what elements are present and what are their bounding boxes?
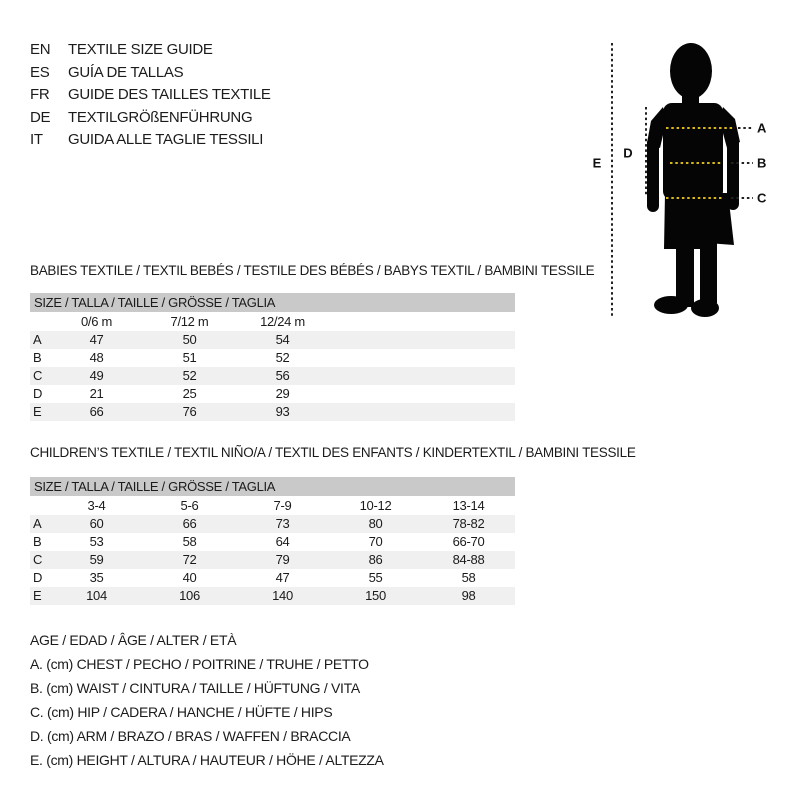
table-cell: 84-88	[452, 552, 485, 567]
language-row-it	[30, 129, 271, 152]
language-code: EN	[30, 41, 51, 58]
table-row-d	[30, 385, 515, 403]
figure-label-c: C	[757, 190, 767, 206]
children-size-bar: SIZE / TALLA / TAILLE / GRÖSSE / TAGLIA	[30, 477, 515, 496]
children-column-header: 3-4	[87, 498, 106, 513]
children-column-header: 5-6	[180, 498, 199, 513]
table-cell: 73	[275, 516, 290, 531]
table-cell: 106	[179, 588, 200, 603]
table-cell: 66-70	[452, 534, 485, 549]
table-cell: 72	[182, 552, 197, 567]
language-row-de	[30, 107, 271, 130]
babies-column-header-row	[30, 312, 515, 331]
table-cell: 25	[182, 386, 197, 401]
table-cell: 150	[365, 588, 386, 603]
legend-chest-line: A. (cm) CHEST / PECHO / POITRINE / TRUHE / PETTO	[30, 656, 369, 672]
guide-title-fr: GUIDE DES TAILLES TEXTILE	[68, 86, 271, 103]
figure-label-b: B	[757, 155, 767, 171]
table-cell: 52	[182, 368, 197, 383]
table-cell: 49	[89, 368, 104, 383]
silhouette-right-leg	[700, 241, 717, 303]
corner-cell	[30, 312, 50, 331]
table-row-c	[30, 367, 515, 385]
language-row-es	[30, 62, 271, 85]
language-code: IT	[30, 131, 43, 148]
table-cell: 21	[89, 386, 104, 401]
table-cell: 79	[275, 552, 290, 567]
measurement-legend	[30, 628, 384, 772]
legend-hip-line: C. (cm) HIP / CADERA / HANCHE / HÜFTE / HIPS	[30, 704, 333, 720]
babies-column-header: 0/6 m	[80, 314, 112, 329]
children-column-header-row	[30, 496, 515, 515]
language-code: FR	[30, 86, 50, 103]
row-label: D	[33, 386, 43, 401]
row-label: D	[33, 570, 43, 585]
language-code: ES	[30, 63, 50, 81]
child-silhouette	[647, 43, 740, 317]
table-cell: 35	[89, 570, 104, 585]
row-label: E	[33, 404, 42, 419]
silhouette-shorts	[664, 193, 734, 249]
guide-title-es: GUÍA DE TALLAS	[68, 63, 184, 81]
guide-title-de: TEXTILGRÖßENFÜHRUNG	[68, 108, 253, 126]
table-cell: 56	[275, 368, 290, 383]
table-cell: 47	[89, 332, 104, 347]
row-label: A	[33, 516, 42, 531]
table-cell: 140	[272, 588, 293, 603]
row-label: B	[33, 534, 42, 549]
language-row-fr	[30, 84, 271, 107]
table-cell: 66	[89, 404, 104, 419]
table-cell: 55	[368, 570, 383, 585]
row-label: B	[33, 350, 42, 365]
table-cell: 60	[89, 516, 104, 531]
table-row-d	[30, 569, 515, 587]
table-cell: 86	[368, 552, 383, 567]
table-cell: 47	[275, 570, 290, 585]
guide-title-en: TEXTILE SIZE GUIDE	[68, 41, 213, 58]
measurement-figure	[585, 25, 795, 325]
children-column-header: 10-12	[359, 498, 392, 513]
table-cell: 104	[86, 588, 107, 603]
row-label: C	[33, 552, 43, 567]
corner-cell	[30, 496, 50, 515]
children-section-heading: CHILDREN’S TEXTILE / TEXTIL NIÑO/A / TEXTIL DES ENFANTS / KINDERTEXTIL / BAMBINI TESSILE	[30, 445, 636, 460]
table-cell: 76	[182, 404, 197, 419]
legend-waist-line: B. (cm) WAIST / CINTURA / TAILLE / HÜFTUNG / VITA	[30, 680, 360, 696]
row-label: A	[33, 332, 42, 347]
table-cell: 70	[368, 534, 383, 549]
row-label: E	[33, 588, 42, 603]
legend-age-line: AGE / EDAD / ÂGE / ALTER / ETÀ	[30, 632, 237, 648]
table-cell: 93	[275, 404, 290, 419]
language-row-en	[30, 39, 271, 62]
silhouette-left-shoe	[654, 296, 688, 314]
table-cell: 64	[275, 534, 290, 549]
silhouette-left-arm	[647, 137, 659, 212]
table-cell: 50	[182, 332, 197, 347]
children-column-header: 13-14	[452, 498, 485, 513]
table-cell: 66	[182, 516, 197, 531]
silhouette-neck	[682, 85, 699, 105]
table-row-e	[30, 587, 515, 605]
table-cell: 58	[182, 534, 197, 549]
table-cell: 48	[89, 350, 104, 365]
table-cell: 40	[182, 570, 197, 585]
table-row-c	[30, 551, 515, 569]
row-label: C	[33, 368, 43, 383]
legend-arm-line: D. (cm) ARM / BRAZO / BRAS / WAFFEN / BRACCIA	[30, 728, 351, 744]
language-title-list	[30, 39, 271, 152]
table-row-e	[30, 403, 515, 421]
table-cell: 29	[275, 386, 290, 401]
children-size-table	[30, 477, 515, 605]
language-code: DE	[30, 108, 51, 126]
table-cell: 80	[368, 516, 383, 531]
silhouette-torso	[663, 103, 723, 200]
table-cell: 53	[89, 534, 104, 549]
silhouette-right-arm	[727, 137, 739, 210]
table-cell: 98	[461, 588, 476, 603]
table-cell: 51	[182, 350, 197, 365]
table-row-a	[30, 331, 515, 349]
babies-column-header: 12/24 m	[260, 314, 305, 329]
table-row-b	[30, 349, 515, 367]
table-cell: 59	[89, 552, 104, 567]
figure-label-a: A	[757, 120, 767, 136]
guide-title-it: GUIDA ALLE TAGLIE TESSILI	[68, 131, 264, 148]
silhouette-right-shoe	[691, 299, 719, 317]
babies-size-table	[30, 293, 515, 421]
babies-column-header: 7/12 m	[170, 314, 209, 329]
table-row-b	[30, 533, 515, 551]
legend-height-line: E. (cm) HEIGHT / ALTURA / HAUTEUR / HÖHE / ALTEZZA	[30, 752, 384, 768]
babies-size-bar: SIZE / TALLA / TAILLE / GRÖSSE / TAGLIA	[30, 293, 515, 312]
table-cell: 52	[275, 350, 290, 365]
table-cell: 54	[275, 332, 290, 347]
babies-section-heading: BABIES TEXTILE / TEXTIL BEBÉS / TESTILE DES BÉBÉS / BABYS TEXTIL / BAMBINI TESSILE	[30, 263, 595, 278]
figure-label-e: E	[592, 155, 602, 171]
table-row-a	[30, 515, 515, 533]
table-cell: 78-82	[452, 516, 485, 531]
children-column-header: 7-9	[273, 498, 292, 513]
child-silhouette-diagram	[585, 25, 795, 325]
figure-label-d: D	[623, 145, 633, 161]
table-cell: 58	[461, 570, 476, 585]
